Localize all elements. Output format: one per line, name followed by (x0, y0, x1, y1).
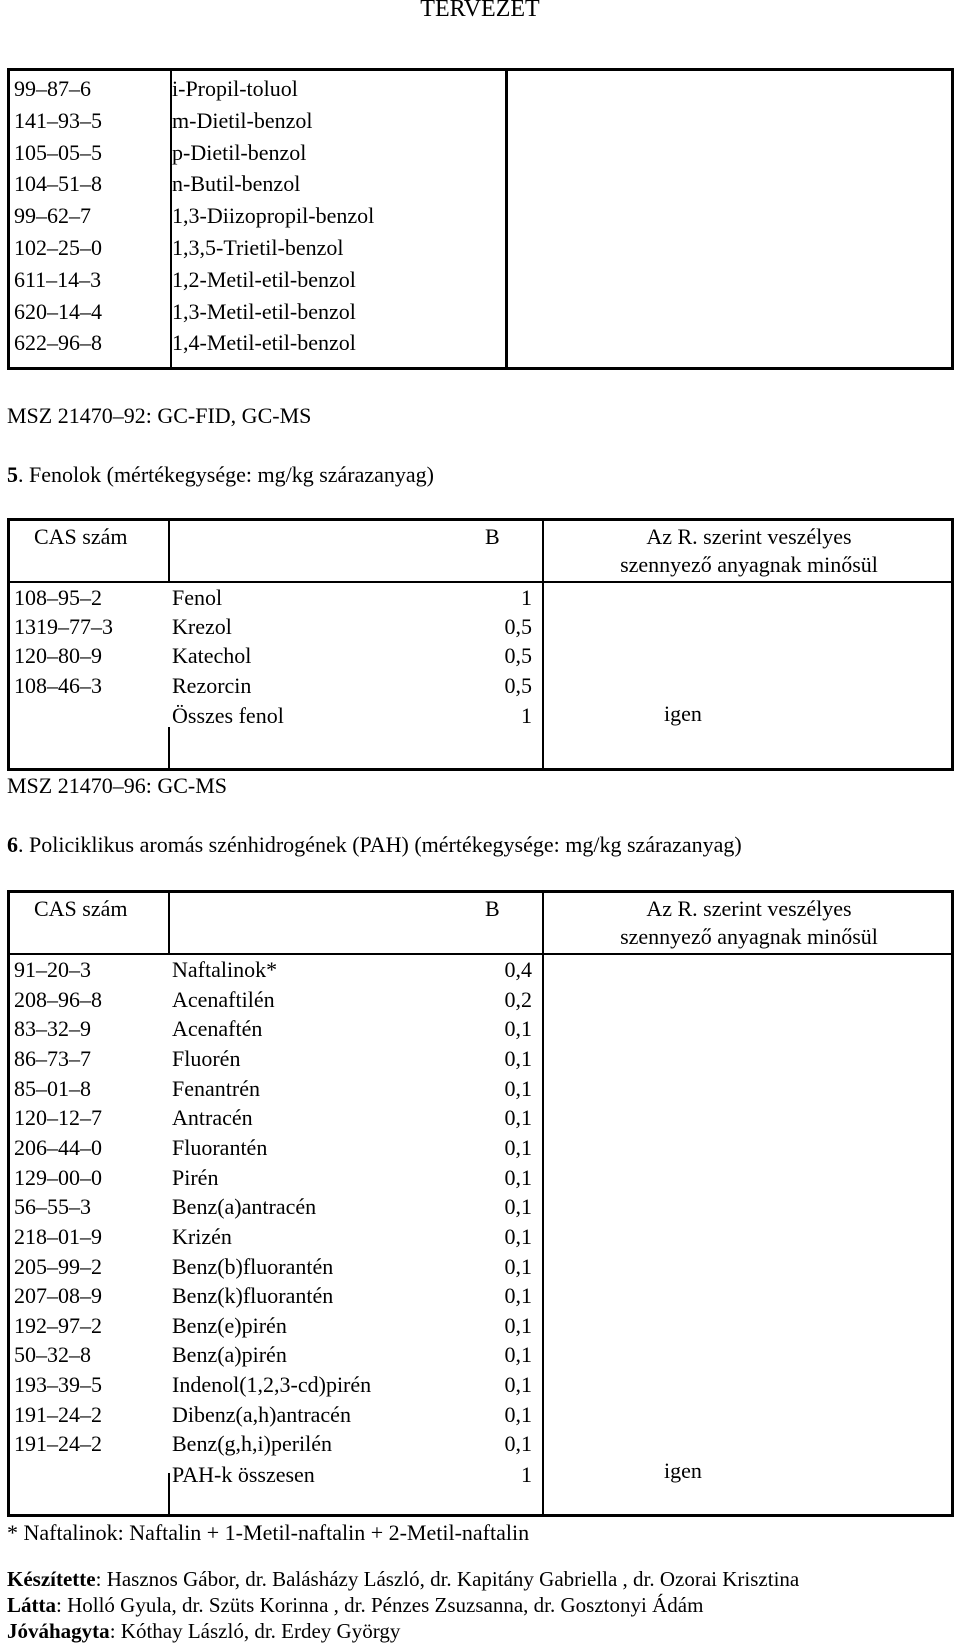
column-header-cas: CAS szám (34, 896, 128, 921)
cas-number: 108–46–3 (14, 672, 102, 698)
limit-value: 0,1 (504, 1283, 532, 1309)
compound-name: Naftalinok* (172, 957, 278, 982)
limit-value: 0,1 (504, 1164, 532, 1190)
cas-number: 120–12–7 (14, 1105, 102, 1131)
table-row (10, 1222, 540, 1252)
compound-name: Acenaftén (172, 1016, 263, 1042)
table-row (10, 985, 540, 1015)
table-row (10, 1429, 540, 1459)
cas-number: 620–14–4 (14, 298, 102, 324)
table-column-divider (505, 71, 508, 367)
table-row (10, 296, 500, 328)
table-row (10, 1252, 540, 1282)
cas-number: 191–24–2 (14, 1401, 102, 1427)
hazard-flag: igen (664, 1458, 702, 1484)
phenols-table (7, 518, 954, 771)
cas-number: 208–96–8 (14, 986, 102, 1012)
table-row (10, 1014, 540, 1044)
credits-label: Látta (7, 1593, 56, 1617)
table-row (10, 612, 540, 642)
cas-number: 83–32–9 (14, 1016, 91, 1042)
compound-name: Rezorcin (172, 672, 252, 698)
credits-label: Jóváhagyta (7, 1619, 110, 1643)
limit-value: 0,1 (504, 1045, 532, 1071)
compound-name: Fenantrén (172, 1075, 260, 1101)
cas-number: 192–97–2 (14, 1312, 102, 1338)
compound-name: Dibenz(a,h)antracén (172, 1401, 351, 1427)
table-row (10, 105, 500, 137)
table-row (10, 1133, 540, 1163)
hazard-flag: igen (664, 700, 702, 726)
cas-number: 193–39–5 (14, 1372, 102, 1398)
limit-value: 0,1 (504, 1075, 532, 1101)
table-column-divider (168, 727, 170, 771)
cas-number: 108–95–2 (14, 585, 102, 610)
table-row (10, 671, 540, 701)
compound-name: p-Dietil-benzol (172, 139, 307, 165)
compound-name: i-Propil-toluol (172, 76, 298, 101)
limit-value: 0,1 (504, 1253, 532, 1279)
table-row (10, 168, 500, 200)
cas-number: 105–05–5 (14, 139, 102, 165)
cas-number: 50–32–8 (14, 1342, 91, 1368)
cas-number: 120–80–9 (14, 643, 102, 669)
section-title-text: . Policiklikus aromás szénhidrogének (PAH) (mértékegysége: mg/kg szárazanyag) (18, 832, 742, 857)
method-line-1: MSZ 21470–92: GC-FID, GC-MS (7, 403, 312, 428)
table-row (10, 264, 500, 296)
table-row (10, 1103, 540, 1133)
compound-name: Benz(a)antracén (172, 1194, 317, 1220)
column-header-b: B (485, 896, 500, 921)
compound-name: 1,3-Metil-etil-benzol (172, 298, 356, 324)
compound-name: Krezol (172, 614, 232, 640)
compound-name: Fluorantén (172, 1134, 268, 1160)
compound-name: 1,4-Metil-etil-benzol (172, 330, 356, 356)
table-row (10, 583, 540, 613)
cas-number: 206–44–0 (14, 1134, 102, 1160)
aromatic-compounds-table (7, 68, 954, 370)
column-header-b: B (485, 524, 500, 549)
compound-name: Fluorén (172, 1045, 241, 1071)
limit-value: 0,1 (504, 1401, 532, 1427)
table-row (10, 1163, 540, 1193)
total-row (10, 1459, 950, 1489)
compound-name: 1,3-Diizopropil-benzol (172, 203, 375, 229)
cas-number: 85–01–8 (14, 1075, 91, 1101)
footnote: * Naftalinok: Naftalin + 1-Metil-naftalin + 2-Metil-naftalin (7, 1520, 530, 1545)
table-row (10, 1074, 540, 1104)
total-value: 1 (521, 702, 532, 728)
total-label: PAH-k összesen (172, 1462, 315, 1488)
limit-value: 0,1 (504, 1194, 532, 1220)
pah-table (7, 890, 954, 1517)
limit-value: 0,1 (504, 1223, 532, 1249)
cas-number: 191–24–2 (14, 1431, 102, 1457)
table-row (10, 327, 500, 359)
table-row (10, 1311, 540, 1341)
limit-value: 0,5 (504, 614, 532, 640)
limit-value: 0,1 (504, 1312, 532, 1338)
compound-name: 1,2-Metil-etil-benzol (172, 266, 356, 292)
section-title-text: . Fenolok (mértékegysége: mg/kg szárazanyag) (18, 462, 435, 487)
table-row (10, 137, 500, 169)
table-row (10, 1370, 540, 1400)
cas-number: 218–01–9 (14, 1223, 102, 1249)
limit-value: 0,1 (504, 1342, 532, 1368)
compound-name: Fenol (172, 585, 223, 610)
column-header-hazard-1: Az R. szerint veszélyes (646, 524, 852, 549)
credits-names: : Kóthay László, dr. Erdey György (109, 1619, 401, 1643)
cas-number: 86–73–7 (14, 1045, 91, 1071)
table-row (10, 200, 500, 232)
cas-number: 104–51–8 (14, 171, 102, 197)
compound-name: Benz(e)pirén (172, 1312, 287, 1338)
cas-number: 141–93–5 (14, 107, 102, 133)
compound-name: n-Butil-benzol (172, 171, 301, 197)
total-value: 1 (521, 1462, 532, 1488)
section-number: 6 (7, 832, 18, 857)
section-6-title (7, 832, 742, 858)
cas-number: 91–20–3 (14, 957, 91, 982)
column-header-hazard-2: szennyező anyagnak minősül (620, 924, 878, 949)
section-number: 5 (7, 462, 18, 487)
compound-name: 1,3,5-Trietil-benzol (172, 235, 344, 260)
column-header-cas: CAS szám (34, 524, 128, 549)
limit-value: 0,5 (504, 672, 532, 698)
compound-name: Benz(b)fluorantén (172, 1253, 334, 1279)
cas-number: 205–99–2 (14, 1253, 102, 1279)
compound-name: Pirén (172, 1164, 219, 1190)
compound-name: m-Dietil-benzol (172, 107, 313, 133)
table-column-divider (542, 581, 544, 771)
method-line-2: MSZ 21470–96: GC-MS (7, 773, 228, 798)
total-label: Összes fenol (172, 702, 284, 728)
cas-number: 99–87–6 (14, 76, 91, 101)
credits-names: : Hasznos Gábor, dr. Balásházy László, dr. Kapitány Gabriella , dr. Ozorai Krisztina (95, 1567, 800, 1591)
document-header-title: TERVEZET (420, 0, 540, 22)
table-row (10, 1400, 540, 1430)
limit-value: 0,1 (504, 1431, 532, 1457)
limit-value: 0,5 (504, 643, 532, 669)
section-5-title (7, 462, 434, 488)
cas-number: 102–25–0 (14, 235, 102, 260)
compound-name: Benz(k)fluorantén (172, 1283, 334, 1309)
compound-name: Katechol (172, 643, 252, 669)
compound-name: Antracén (172, 1105, 253, 1131)
credits-prepared-by (7, 1566, 799, 1592)
table-row (10, 1044, 540, 1074)
compound-name: Benz(a)pirén (172, 1342, 287, 1368)
cas-number: 622–96–8 (14, 330, 102, 356)
limit-value: 0,1 (504, 1134, 532, 1160)
column-header-hazard-2: szennyező anyagnak minősül (620, 552, 878, 577)
table-column-divider (168, 893, 170, 955)
total-row (10, 700, 950, 730)
table-row (10, 1340, 540, 1370)
table-column-divider (542, 953, 544, 1517)
compound-name: Indenol(1,2,3-cd)pirén (172, 1372, 372, 1398)
table-row (10, 955, 540, 985)
limit-value: 1 (521, 585, 532, 610)
cas-number: 207–08–9 (14, 1283, 102, 1309)
table-row (10, 232, 500, 264)
table-column-divider (168, 521, 170, 583)
table-row (10, 641, 540, 671)
table-row (10, 1192, 540, 1222)
cas-number: 1319–77–3 (14, 614, 113, 640)
credits-label: Készítette (7, 1567, 96, 1591)
limit-value: 0,1 (504, 1016, 532, 1042)
table-row (10, 73, 500, 105)
limit-value: 0,4 (504, 957, 532, 982)
limit-value: 0,1 (504, 1372, 532, 1398)
compound-name: Benz(g,h,i)perilén (172, 1431, 333, 1457)
cas-number: 611–14–3 (14, 266, 102, 292)
cas-number: 129–00–0 (14, 1164, 102, 1190)
credits-names: : Holló Gyula, dr. Szüts Korinna , dr. Pénzes Zsuzsanna, dr. Gosztonyi Ádám (56, 1593, 704, 1617)
column-header-hazard-1: Az R. szerint veszélyes (646, 896, 852, 921)
table-row (10, 1281, 540, 1311)
cas-number: 56–55–3 (14, 1194, 91, 1220)
credits-reviewed-by (7, 1592, 703, 1618)
compound-name: Krizén (172, 1223, 232, 1249)
compound-name: Acenaftilén (172, 986, 275, 1012)
cas-number: 99–62–7 (14, 203, 91, 229)
credits-approved-by (7, 1618, 400, 1644)
limit-value: 0,1 (504, 1105, 532, 1131)
limit-value: 0,2 (504, 986, 532, 1012)
